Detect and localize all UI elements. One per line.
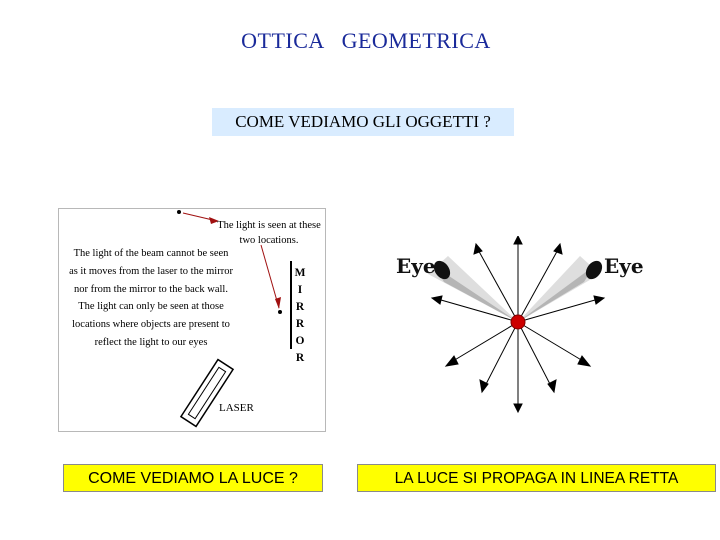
ray-arrow-icon (446, 356, 458, 366)
slide-subtitle: COME VEDIAMO GLI OGGETTI ? (212, 108, 514, 136)
ray-arrow-icon (474, 244, 482, 254)
light-straight-line-button[interactable]: LA LUCE SI PROPAGA IN LINEA RETTA (357, 464, 716, 492)
mirror-letter: I (297, 284, 303, 296)
laser-device-icon (181, 360, 233, 427)
ray-arrow-icon (514, 236, 522, 244)
mirror-reflection-spot (278, 310, 282, 314)
mirror-letter: R (295, 301, 305, 313)
mirror-letter: R (295, 352, 305, 364)
wall-reflection-spot (177, 210, 181, 214)
ray-arrow-icon (432, 296, 442, 304)
ray-arrow-icon (554, 244, 562, 254)
how-we-see-light-button[interactable]: COME VEDIAMO LA LUCE ? (63, 464, 323, 492)
slide-title: OTTICA GEOMETRICA (241, 28, 491, 53)
laser-label: LASER (219, 402, 254, 414)
eye-label-right: Eye (604, 254, 644, 278)
mirror-letter: O (295, 335, 305, 347)
seen-locations-note: The light is seen at these two locations. (217, 220, 321, 246)
laser-mirror-diagram (58, 208, 326, 432)
eye-label-left: Eye (396, 254, 436, 278)
ray-arrow-icon (578, 356, 590, 366)
mirror-letter: R (295, 318, 305, 330)
pointer-arrow-icon (275, 297, 281, 309)
light-source-icon (511, 315, 525, 329)
mirror-letter: M (294, 267, 306, 279)
beam-explanation: The light of the beam cannot be seen as it moves from the laser to the mirror nor from the mirror to the back wall. The light can only be seen at those locations where objects are present to reflect the light to our eyes (69, 248, 233, 348)
ray-arrow-icon (594, 296, 604, 304)
ray-arrow-icon (514, 404, 522, 412)
